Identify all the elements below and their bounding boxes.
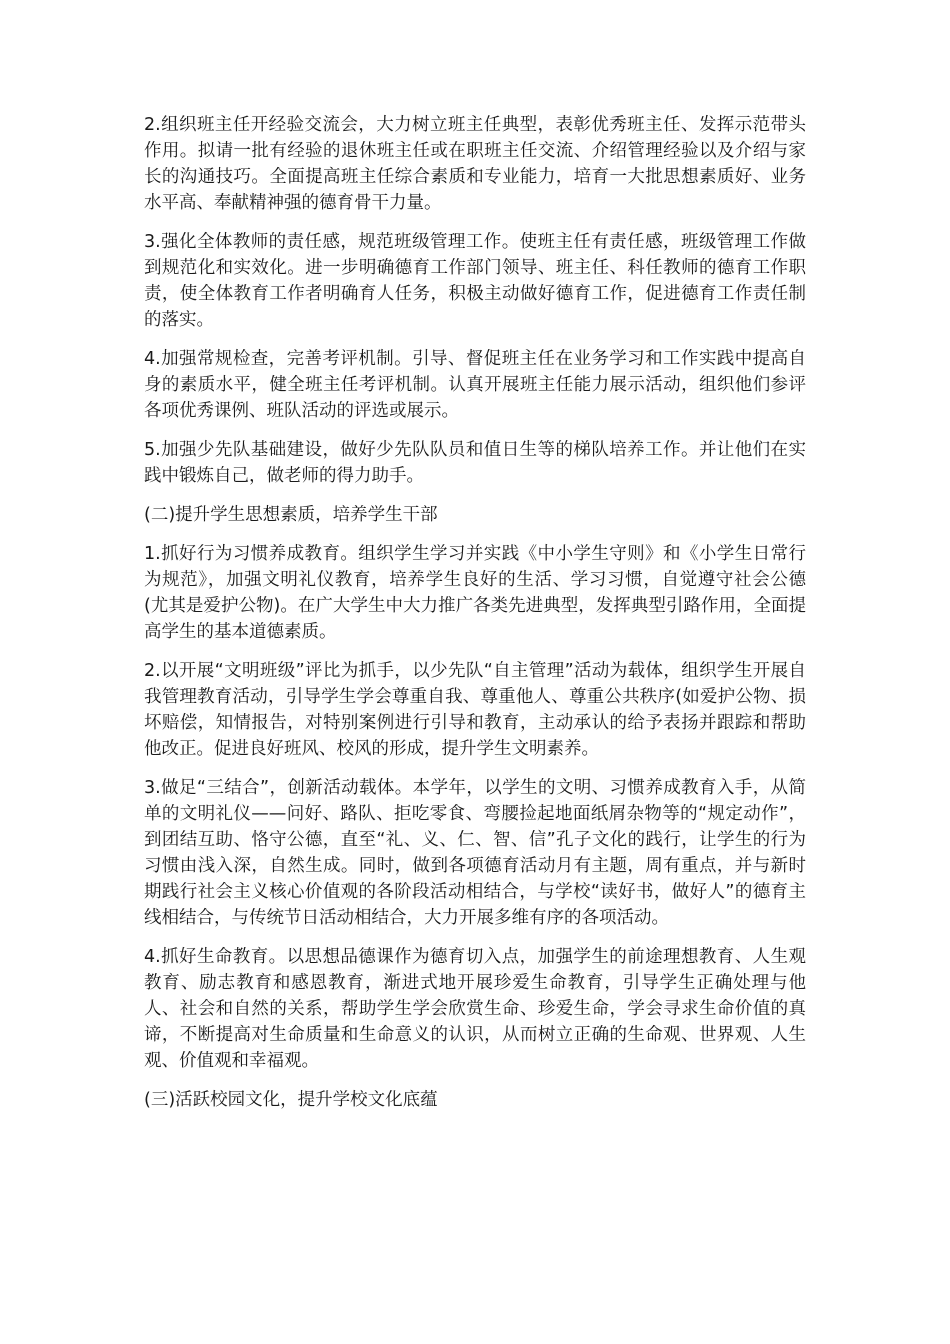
paragraph-3-three-combinations: 3.做足“三结合”，创新活动载体。本学年，以学生的文明、习惯养成教育入手，从简单的文明礼仪——问好、路队、拒吃零食、弯腰捡起地面纸屑杂物等的“规定动作”，到团结互助、恪守公德，直至“礼、义、仁、智、信”孔子文化的践行，让学生的行为习惯由浅入深，自然生成。同时，做到各项德育活动月有主题，周有重点，并与新时期践行社会主义核心价值观的各阶段活动相结合，与学校“读好书，做好人”的德育主线相结合，与传统节日活动相结合，大力开展多维有序的各项活动。 [144, 778, 806, 928]
paragraph-2-head-teacher-exchange: 2.组织班主任开经验交流会，大力树立班主任典型，表彰优秀班主任、发挥示范带头作用。拟请一批有经验的退休班主任或在职班主任交流、介绍管理经验以及介绍与家长的沟通技巧。全面提高班主任综合素质和专业能力，培育一大批思想素质好、业务水平高、奉献精神强的德育骨干力量。 [144, 115, 806, 213]
paragraph-1-behavior-habits: 1.抓好行为习惯养成教育。组织学生学习并实践《中小学生守则》和《小学生日常行为规范》，加强文明礼仪教育，培养学生良好的生活、学习习惯，自觉遵守社会公德(尤其是爱护公物)。在广大学生中大力推广各类先进典型，发挥典型引路作用，全面提高学生的基本道德素质。 [144, 544, 806, 642]
paragraph-5-young-pioneers: 5.加强少先队基础建设，做好少先队队员和值日生等的梯队培养工作。并让他们在实践中锻炼自己，做老师的得力助手。 [144, 440, 806, 486]
paragraph-2-civilized-class: 2.以开展“文明班级”评比为抓手，以少先队“自主管理”活动为载体，组织学生开展自我管理教育活动，引导学生学会尊重自我、尊重他人、尊重公共秩序(如爱护公物、损坏赔偿，知情报告，对特别案例进行引导和教育，主动承认的给予表扬并跟踪和帮助他改正。促进良好班风、校风的形成，提升学生文明素养。 [144, 661, 806, 759]
section-heading-3: (三)活跃校园文化，提升学校文化底蕴 [144, 1090, 438, 1110]
paragraph-4-routine-inspection: 4.加强常规检查，完善考评机制。引导、督促班主任在业务学习和工作实践中提高自身的素质水平，健全班主任考评机制。认真开展班主任能力展示活动，组织他们参评各项优秀课例、班队活动的评选或展示。 [144, 349, 806, 421]
paragraph-3-teacher-responsibility: 3.强化全体教师的责任感，规范班级管理工作。使班主任有责任感，班级管理工作做到规范化和实效化。进一步明确德育工作部门领导、班主任、科任教师的德育工作职责，使全体教育工作者明确育人任务，积极主动做好德育工作，促进德育工作责任制的落实。 [144, 232, 806, 330]
section-heading-2: (二)提升学生思想素质，培养学生干部 [144, 505, 438, 525]
document-page [144, 112, 806, 1126]
paragraph-4-life-education: 4.抓好生命教育。以思想品德课作为德育切入点，加强学生的前途理想教育、人生观教育、励志教育和感恩教育，渐进式地开展珍爱生命教育，引导学生正确处理与他人、社会和自然的关系，帮助学生学会欣赏生命、珍爱生命，学会寻求生命价值的真谛，不断提高对生命质量和生命意义的认识，从而树立正确的生命观、世界观、人生观、价值观和幸福观。 [144, 947, 806, 1071]
